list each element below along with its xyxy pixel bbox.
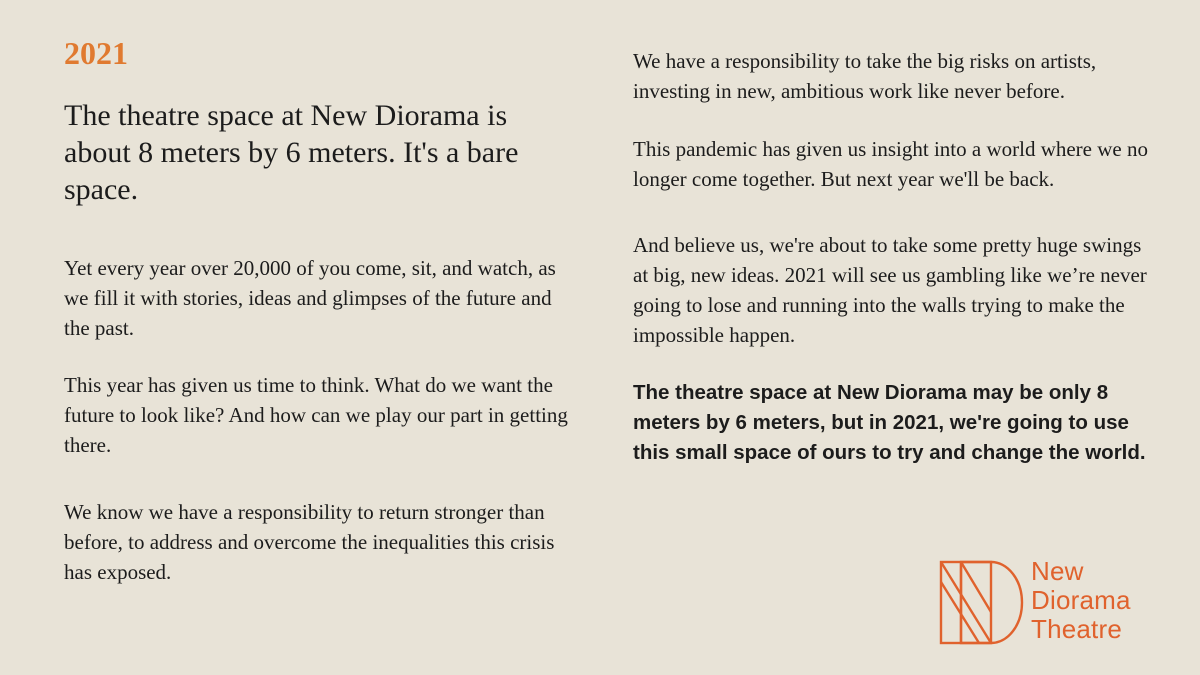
logo-line-diorama: Diorama [1031, 585, 1131, 615]
logo-line-new: New [1031, 556, 1084, 586]
right-paragraph-1: We have a responsibility to take the big risks on artists, investing in new, ambitious work like never before. [633, 49, 1097, 103]
right-paragraph-2: This pandemic has given us insight into a world where we no longer come together. But next year we'll be back. [633, 137, 1148, 191]
headline: The theatre space at New Diorama is about 8 meters by 6 meters. It's a bare space. [64, 99, 519, 206]
left-paragraph-2: This year has given us time to think. What do we want the future to look like? And how can we play our part in getting there. [64, 373, 568, 457]
left-paragraph-1: Yet every year over 20,000 of you come, sit, and watch, as we fill it with stories, ideas and glimpses of the future and the past. [64, 256, 556, 340]
closing-statement: The theatre space at New Diorama may be only 8 meters by 6 meters, but in 2021, we're going to use this small space of ours to try and change the world. [633, 381, 1146, 464]
new-diorama-logo [939, 556, 1179, 646]
logo-wordmark [1031, 557, 1131, 644]
logo-line-theatre: Theatre [1031, 614, 1123, 644]
year-heading: 2021 [64, 35, 128, 71]
right-paragraph-3: And believe us, we're about to take some pretty huge swings at big, new ideas. 2021 will see us gambling like we’re never going to lose and running into the walls trying to make the impossible happen. [633, 233, 1147, 347]
left-paragraph-3: We know we have a responsibility to return stronger than before, to address and overcome the inequalities this crisis has exposed. [64, 500, 555, 584]
nd-monogram-icon [939, 560, 1024, 645]
